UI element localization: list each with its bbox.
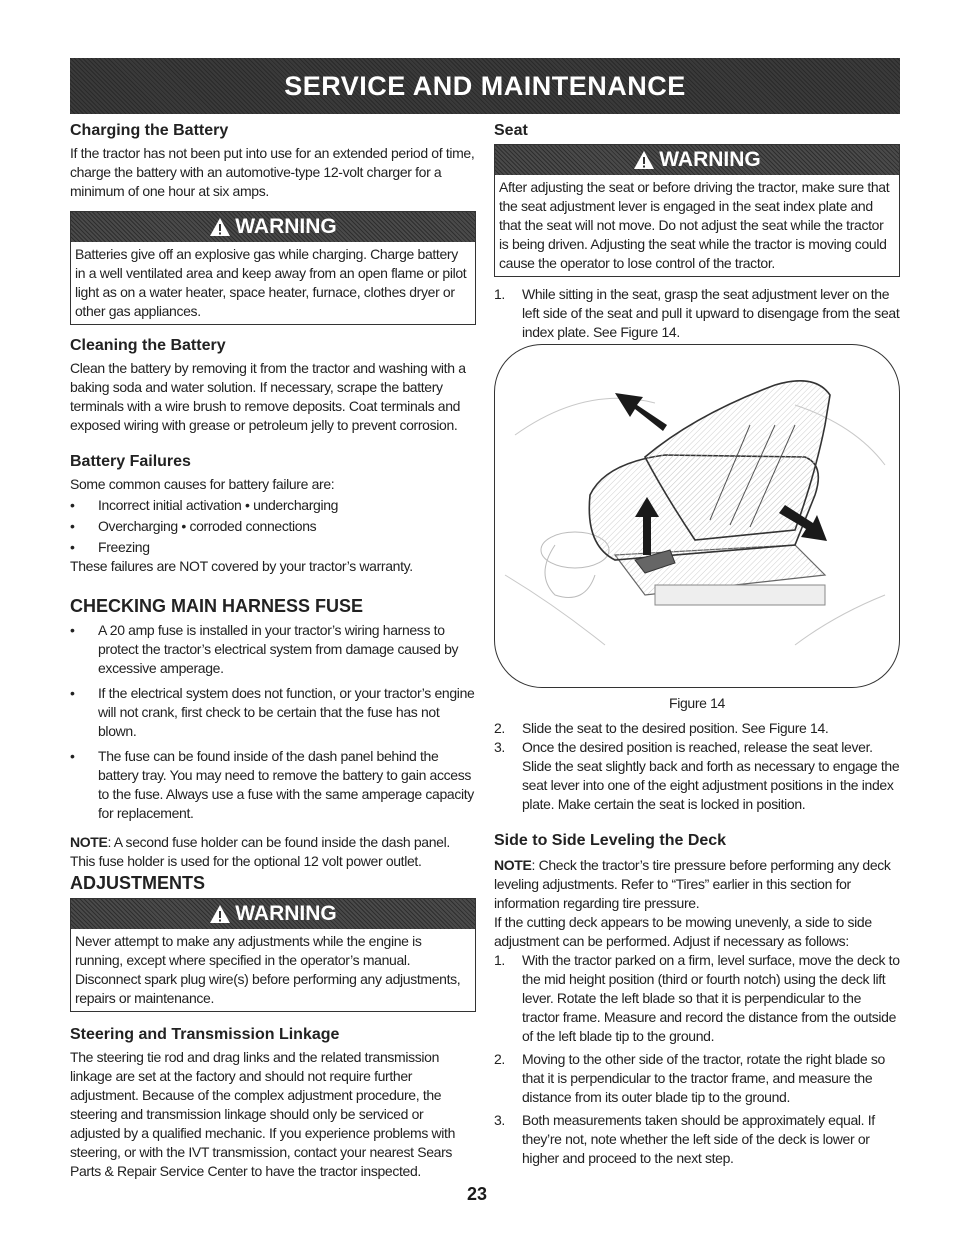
seat-heading: Seat xyxy=(494,122,528,139)
failures-heading: Battery Failures xyxy=(70,453,191,470)
right-column xyxy=(494,122,900,1168)
fuse-list xyxy=(70,621,476,823)
warning-triangle-icon xyxy=(633,150,655,170)
note-label: NOTE xyxy=(494,857,532,873)
list-item xyxy=(494,1111,900,1168)
step-number: 2. xyxy=(494,1051,505,1067)
warning-header xyxy=(71,899,475,929)
list-item xyxy=(494,285,900,342)
warning-body: After adjusting the seat or before driving the tractor, make sure that the seat adjustment lever is engaged in the seat index plate and that the seat will not move. Do not adjust the seat while the tractor is being driven. Adjusting the seat while the tractor is moving could cause the operator to lose control of the tractor. xyxy=(499,179,890,271)
failures-outro: These failures are NOT covered by your tractor’s warranty. xyxy=(70,558,413,574)
warning-body: Batteries give off an explosive gas while charging. Charge battery in a well ventilated area and keep away from an open flame or pilot light as on a water heater, space heater, furnace, clothes dryer or other gas appliances. xyxy=(75,246,467,319)
left-column xyxy=(70,122,476,1181)
fuse-note xyxy=(70,833,476,871)
step-text: Both measurements taken should be approximately equal. If they’re not, note whether the left side of the deck is lower or higher and proceed to the next step. xyxy=(522,1112,875,1166)
step-text: With the tractor parked on a firm, level surface, move the deck to the mid height position (third or fourth notch) using the deck lift lever. Rotate the left blade so that it is perpendicular to the tractor frame. Measure and record the distance from the outside of the left blade tip to the ground. xyxy=(522,952,900,1044)
list-item xyxy=(494,738,900,814)
note-text: : A second fuse holder can be found inside the dash panel. This fuse holder is used for the optional 12 volt power outlet. xyxy=(70,834,450,869)
page-title: SERVICE AND MAINTENANCE xyxy=(284,70,686,101)
leveling-heading: Side to Side Leveling the Deck xyxy=(494,832,727,849)
fuse-heading: CHECKING MAIN HARNESS FUSE xyxy=(70,596,364,616)
page-number: 23 xyxy=(466,1184,488,1204)
adjustments-heading: ADJUSTMENTS xyxy=(70,873,206,893)
step-text: While sitting in the seat, grasp the seat adjustment lever on the left side of the seat and pull it upward to disengage from the seat index plate. See Figure 14. xyxy=(522,286,900,340)
section-banner xyxy=(70,58,900,114)
list-item xyxy=(494,719,900,738)
seat-steps-first xyxy=(494,285,900,342)
warning-label: WARNING xyxy=(235,902,337,925)
charging-body: If the tractor has not been put into use for an extended period of time, charge the battery with an automotive-type 12-volt charger for a minimum of one hour at six amps. xyxy=(70,145,475,199)
figure-seat-adjustment xyxy=(494,344,900,688)
note-label: NOTE xyxy=(70,834,108,850)
steering-heading: Steering and Transmission Linkage xyxy=(70,1026,340,1043)
failures-list xyxy=(70,496,476,557)
list-item: • A 20 amp fuse is installed in your tractor’s wiring harness to protect the tractor’s electrical system from damage caused by excessive amperage. xyxy=(70,621,476,678)
warning-box-seat xyxy=(494,144,900,277)
leveling-note xyxy=(494,856,900,913)
warning-box-adjustments xyxy=(70,898,476,1012)
warning-header xyxy=(71,212,475,242)
list-item xyxy=(494,1050,900,1107)
warning-header xyxy=(495,145,899,175)
warning-label: WARNING xyxy=(235,215,337,238)
seat-steps-second xyxy=(494,719,900,814)
step-number: 3. xyxy=(494,1112,505,1128)
list-item: • Incorrect initial activation • undercharging xyxy=(70,496,476,515)
list-item: • The fuse can be found inside of the dash panel behind the battery tray. You may need to remove the battery to gain access to the fuse. Always use a fuse with the same amperage capacity for replacement. xyxy=(70,747,476,823)
warning-box-battery xyxy=(70,211,476,325)
list-item: • If the electrical system does not function, or your tractor’s engine will not crank, first check to be certain that the fuse has not blown. xyxy=(70,684,476,741)
step-text: Once the desired position is reached, release the seat lever. Slide the seat slightly back and forth as necessary to engage the seat lever into one of the eight adjustment positions in the index plate. Make certain the seat is locked in position. xyxy=(522,739,900,812)
list-item: • Overcharging • corroded connections xyxy=(70,517,476,536)
note-text: : Check the tractor’s tire pressure before performing any deck leveling adjustments. Refer to “Tires” earlier in this section for information regarding tire pressure. xyxy=(494,857,891,911)
warning-body: Never attempt to make any adjustments while the engine is running, except where specified in the operator’s manual. Disconnect spark plug wire(s) before performing any adjustments, repairs or maintenance. xyxy=(75,933,461,1006)
step-number: 1. xyxy=(494,952,505,968)
step-number: 3. xyxy=(494,739,505,755)
leveling-steps xyxy=(494,951,900,1168)
warning-label: WARNING xyxy=(659,148,761,171)
warning-triangle-icon xyxy=(209,904,231,924)
cleaning-body: Clean the battery by removing it from the tractor and washing with a baking soda and water solution. If necessary, scrape the battery terminals with a wire brush to remove deposits. Coat terminals and exposed wiring with grease or petroleum jelly to prevent corrosion. xyxy=(70,360,466,433)
step-text: Moving to the other side of the tractor, rotate the right blade so that it is perpendicular to the tractor frame, and measure the distance from its outer blade tip to the ground. xyxy=(522,1051,885,1105)
list-item: • Freezing xyxy=(70,538,476,557)
cleaning-heading: Cleaning the Battery xyxy=(70,337,226,354)
warning-triangle-icon xyxy=(209,217,231,237)
leveling-intro: If the cutting deck appears to be mowing unevenly, a side to side adjustment can be performed. Adjust if necessary as follows: xyxy=(494,914,872,949)
steering-body: The steering tie rod and drag links and the related transmission linkage are set at the factory and should not require further adjustment. Because of the complex adjustment procedure, the steering and transmission linkage should only be serviced or adjusted by a qualified mechanic. If you experience problems with steering, or with the IVT transmission, contact your nearest Sears Parts & Repair Service Center to have the tractor inspected. xyxy=(70,1049,456,1179)
seat-illustration xyxy=(495,345,900,688)
list-item xyxy=(494,951,900,1046)
failures-intro: Some common causes for battery failure are: xyxy=(70,476,335,492)
step-number: 2. xyxy=(494,720,505,736)
figure-caption: Figure 14 xyxy=(669,695,725,711)
charging-heading: Charging the Battery xyxy=(70,122,229,139)
step-number: 1. xyxy=(494,286,505,302)
step-text: Slide the seat to the desired position. See Figure 14. xyxy=(522,720,829,736)
